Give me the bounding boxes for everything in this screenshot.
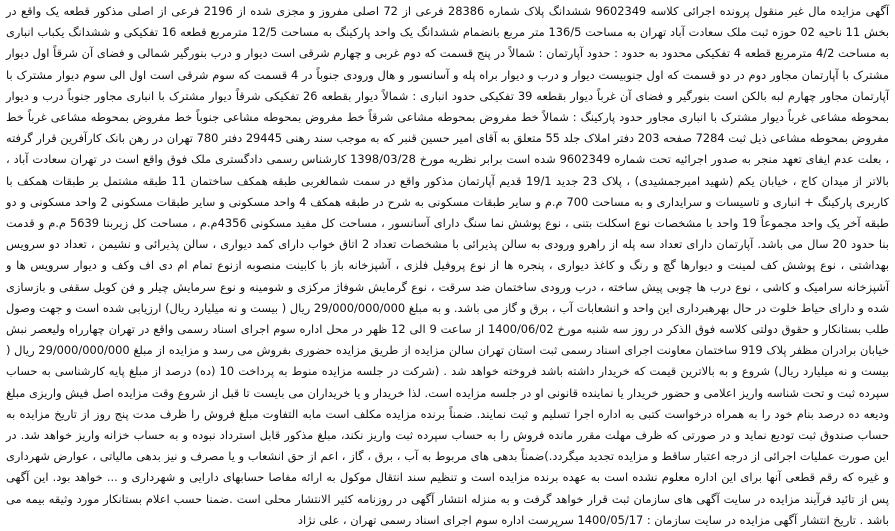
notice-body: آگهی مزایده مال غیر منقول پرونده اجرائی کلاسه 9602349 ششدانگ پلاک شماره 28386 فرعی از 72 اصلی مفروز و مجزی شده از 2196 فرعی از اصلی مذکور قطعه یک واقع در بخش 11 ناحیه 02 حوزه ثبت ملک سعادت آباد تهران به مساحت 136/5 متر مربع بانضمام ششدانگ یک واحد پارکینگ به مساحت 12/5 مترمربع قطعه 16 تفکیکی و ششدانگ یکباب انباری به مساحت 4/2 مترمربع قطعه 4 تفکیکی محدود به حدود : حدود آپارتمان : شمالاً در پنج قسمت که دوم غربی و چهارم شرقی است دیوار و درب بنورگیر شمالی و فضای آن شرقاً اول دیوار مشترک با آپارتمان مجاور دوم در دو قسمت که اول جنوبیست دیوار و درب و دیوار براه پله و آسانسور و هال ورودی جنوباً در 4 قسمت که سوم شرقی است اول الی سوم دیوار مشترک با آپارتمان مجاور چهارم لبه بالکن است بنورگیر و فضای آن غرباً دیوار بقطعه 39 تفکیکی حدود انباری : شمالاً دیوار بقطعه 26 تفکیکی شرقاً دیوار مشترک با انباری مجاور جنوباً درب و دیوار بمحوطه مشاعی غرباً دیوار مشترک با انباری مجاور حدود پارکینگ : شمالاً خط مفروض بمحوطه مشاعی شرقاً خط مفروض بمحوطه مشاعی جنوباً خط مفروض بمحوطه مشاعی غرباً خط مفروض بمحوطه مشاعی ذیل ثبت 7284 صفحه 203 دفتر املاک جلد 55 متعلق به آقای امیر حسین قنبر که به موجب سند رهنی 29445 دفتر 780 تهران در رهن بانک کارآفرین قرار گرفته ، بعلت عدم ایفای تعهد منجر به صدور اجرائیه تحت شماره 9602349 شده است برابر نظریه مورخ 1398/03/28 کارشناس رسمی دادگستری ملک فوق واقع است در تهران سعادت آباد ، بالاتر از میدان کاج ، خیابان یکم (شهید امیرجمشیدی) ، پلاک 23 جدید 19/1 قدیم آپارتمان مذکور واقع در سمت شمالغربی طبقه همکف ساختمان 11 طبقه مشتمل بر طبقات همکف با کاربری پارکینگ + انباری و تاسیسات و سرایداری و به مساحت 700 م.م و سایر طبقات مسکونی به شرح در طبقه همکف 4 واحد مسکونی و سایر طبقات مسکونی 2 واحد مسکونی و دو طبقه آخر یک واحد مجموعاً 19 واحد با مشخصات نوع اسکلت بتنی ، نوع پوشش نما سنگ دارای آسانسور ، مساحت کل مفید مسکونی 4356م.م ، مساحت کل زیربنا 5639 م.م و قدمت بنا حدود 20 سال می باشد. آپارتمان دارای تعداد سه پله از راهرو ورودی به سالن پذیرائی با مشخصات تعداد 2 اتاق خواب دارای کمد دیواری ، سالن پذیرائی و نشیمن ، تعداد دو سرویس بهداشتی ، نوع پوشش کف لمینت و دیوارها گچ و رنگ و کاغذ دیواری ، پنجره ها از نوع پروفیل فلزی ، آشپزخانه باز با کابینت منصوبه ازنوع تمام ام دی اف وکف و دیوار سرویس ها و آشپزخانه سرامیک و کاشی ، نوع درب ها چوبی پیش ساخته ، درب ورودی ساختمان ضد سرقت ، نوع گرمایش شوفاژ مرکزی و شومینه و نوع سرمایش چیلر و فن کویل سقفی و بازسازی شده و دارای حیاط خلوت در حال بهرهبرداری این واحد و انشعابات آب ، برق و گاز می باشد. و به مبلغ 29/000/000/000 ریال ( بیست و نه میلیارد ریال) ارزیابی شده است و جهت وصول طلب بستانکار و حقوق دولتی کلاسه فوق الذکر در روز سه شنبه مورخ 1400/06/02 از ساعت 9 الی 12 ظهر در محل اداره سوم اجرای اسناد رسمی واقع در تهران چهارراه ولیعصر نبش خیابان برادران مظفر پلاک 919 ساختمان معاونت اجرای اسناد رسمی ثبت استان تهران سالن مزایده از طریق مزایده حضوری بفروش می رسد و مزایده از مبلغ 29/000/000/000 ریال ( بیست و نه میلیارد ریال) شروع و به بالاترین قیمت که خریدار داشته باشد فروخته خواهد شد . (شرکت در جلسه مزایده منوط به پرداخت 10 (ده) درصد از مبلغ پایه کارشناسی به حساب سپرده ثبت و تحت شناسه واریز اعلامی و حضور خریدار یا نماینده قانونی او در جلسه مزایده است. لذا خریدار و یا خریداران می بایست تا قبل از شروع وقت مزایده اصل فیش واریزی مبلغ ودیعه ده درصد بنام خود را به همراه درخواست کتبی به اداره اجرا تسلیم و ثبت نمایند. ضمناً برنده مزایده مکلف است مابه التفاوت مبلغ فروش را ظرف مدت پنج روز از تاریخ مزایده به حساب صندوق ثبت تودیع نماید و در صورتی که ظرف مهلت مقرر مانده فروش را به حساب سپرده ثبت واریز نکند، مبلغ مذکور قابل استرداد نبوده و به حساب خزانه واریز خواهد شد. در این صورت عملیات اجرائی از درجه اعتبار ساقط و مزایده تجدید میگردد.)ضمناً بدهی های مربوط به آب ، برق ، گاز ، اعم از حق انشعاب و یا مصرف و نیز بدهی مالیاتی ، عوارض شهرداری و غیره که رقم قطعی آنها برای این اداره معلوم نشده است به عهده برنده مزایده است و تنظیم سند انتقال موکول به ارائه مفاصا حسابهای دارایی و شهرداری و ... خواهد بود. این آگهی پس از تائید فرآیند مزایده در سایت آگهی های سازمان ثبت قرار خواهد گرفت و به منزله انتشار آگهی در روزنامه کثیر الانتشار محلی است .ضمنا حسب اعلام بستانکار مورد وثیقه بیمه می باشد . تاریخ انتشار آگهی مزایده در سایت سازمان : 1400/05/17 سرپرست اداره سوم اجرای اسناد رسمی تهران ، علی نژاد — [6, 4, 890, 527]
